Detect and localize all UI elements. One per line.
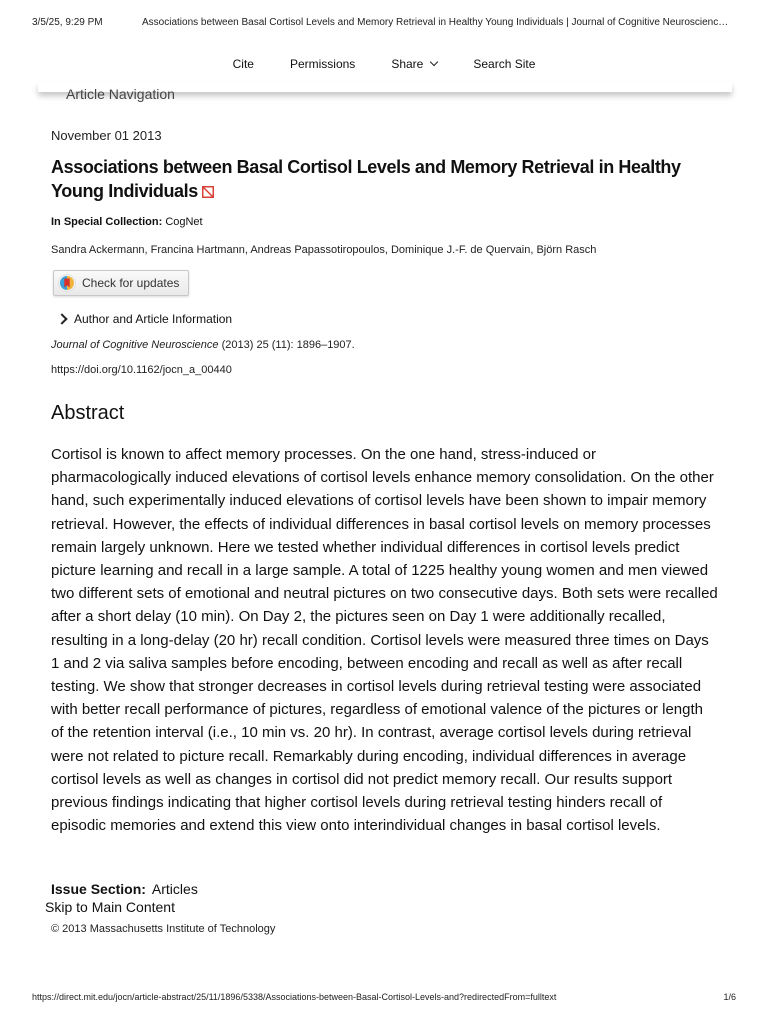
cite-button[interactable] <box>233 54 254 74</box>
permissions-label: Permissions <box>289 57 356 71</box>
article-title <box>51 155 721 203</box>
author-list[interactable]: Sandra Ackermann, Francina Hartmann, Andreas Papassotiropoulos, Dominique J.-F. de Quervain, Björn Rasch <box>51 244 597 256</box>
abstract-heading: Abstract <box>51 402 125 424</box>
collection-label: In Special Collection: <box>51 216 163 228</box>
author-article-info-toggle[interactable] <box>58 312 728 326</box>
share-label: Share <box>391 57 424 71</box>
article-title-text: Associations between Basal Cortisol Levels and Memory Retrieval in Healthy Young Individuals <box>51 157 681 201</box>
check-updates-label: Check for updates <box>82 276 180 290</box>
citation <box>51 339 721 351</box>
journal-name: Journal of Cognitive Neuroscience <box>51 339 219 351</box>
issue-section-value[interactable]: Articles <box>151 881 198 897</box>
cite-label: Cite <box>232 57 254 71</box>
special-collection <box>51 216 721 228</box>
pdf-icon[interactable] <box>202 186 214 198</box>
publication-date: November 01 2013 <box>51 128 162 143</box>
search-site-label: Search Site <box>473 57 536 71</box>
abstract-text: Cortisol is known to affect memory processes. On the one hand, stress-induced or pharmacologically induced elevations of cortisol levels enhance memory consolidation. On the other hand, such experimentally induced elevations of cortisol levels have been shown to impair memory retrieval. However, the effects of individual differences in basal cortisol levels on memory processes remain largely unknown. Here we tested whether individual differences in cortisol levels predict picture learning and recall in a large sample. A total of 1225 healthy young women and men viewed two different sets of emotional and neutral pictures on two consecutive days. Both sets were recalled after a short delay (10 min). On Day 2, the pictures seen on Day 1 were additionally recalled, resulting in a long-delay (20 hr) recall condition. Cortisol levels were measured three times on Days 1 and 2 via saliva samples before encoding, between encoding and recall as well as after recall testing. We show that stronger decreases in cortisol levels during retrieval testing were associated with better recall performance of pictures, regardless of emotional valence of the pictures or length of the retention interval (i.e., 10 min vs. 20 hr). In contrast, average cortisol levels during retrieval were not related to picture recall. Remarkably during encoding, individual differences in average cortisol levels as well as changes in cortisol did not predict memory recall. Our results support previous findings indicating that higher cortisol levels during retrieval testing hinders recall of episodic memories and extend this view onto interindividual changes in basal cortisol levels. <box>51 446 718 835</box>
author-info-label: Author and Article Information <box>74 312 233 326</box>
doi-link[interactable]: https://doi.org/10.1162/jocn_a_00440 <box>51 364 232 376</box>
check-for-updates-button[interactable] <box>53 270 189 296</box>
issue-section-label: Issue Section: <box>51 881 146 897</box>
print-page-title: Associations between Basal Cortisol Levels and Memory Retrieval in Healthy Young Individuals | Journal of Cognitive Neuroscienc… <box>142 17 729 28</box>
print-page-number: 1/6 <box>723 992 736 1002</box>
skip-to-main-content-link[interactable]: Skip to Main Content <box>45 899 175 915</box>
print-url: https://direct.mit.edu/jocn/article-abstract/25/11/1896/5338/Associations-between-Basal-Cortisol-Levels-and?redirectedFrom=fulltext <box>32 992 557 1002</box>
article-toolbar <box>0 54 768 74</box>
issue-section <box>51 881 721 897</box>
search-site-button[interactable] <box>473 54 535 74</box>
chevron-down-icon <box>430 58 438 66</box>
crossmark-icon <box>58 274 76 292</box>
chevron-right-icon <box>56 313 67 324</box>
collection-link[interactable]: CogNet <box>165 216 203 228</box>
permissions-button[interactable] <box>290 54 355 74</box>
copyright: © 2013 Massachusetts Institute of Technology <box>51 923 276 935</box>
share-dropdown[interactable] <box>391 54 437 74</box>
article-navigation-toggle[interactable]: Article Navigation <box>66 86 175 102</box>
print-timestamp: 3/5/25, 9:29 PM <box>32 17 103 28</box>
citation-details: (2013) 25 (11): 1896–1907. <box>218 339 355 351</box>
